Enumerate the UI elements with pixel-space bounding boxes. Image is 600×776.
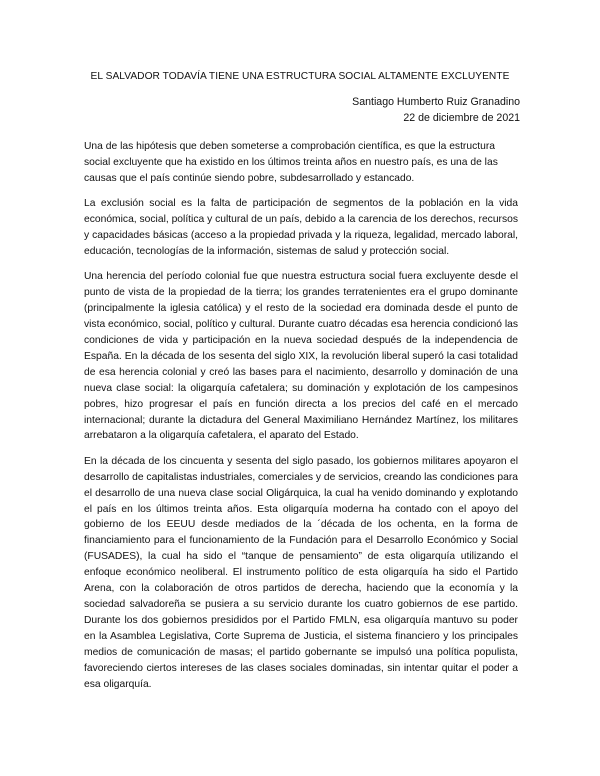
paragraph-4: En la década de los cincuenta y sesenta del siglo pasado, los gobiernos militares apoyaron el desarrollo de capitalistas industriales, comerciales y de servicios, creando las condiciones para el desarrollo de una nueva clase social Oligárquica, la cual ha venido dominando y explotando el país en los últimos treinta años. Esta oligarquía moderna ha contado con el apoyo del gobierno de los EEUU desde mediados de la ´década de los ochenta, en la forma de financiamiento para el funcionamiento de la Fundación para el Desarrollo Económico y Social (FUSADES), la cual ha sido el “tanque de pensamiento” de esta oligarquía utilizando el enfoque económico neoliberal. El instrumento político de esta oligarquía ha sido el Partido Arena, con la colaboración de otros partidos de derecha, haciendo que la economía y la sociedad salvadoreña se pusiera a su servicio durante los cuatro gobiernos de ese partido. Durante los dos gobiernos presididos por el Partido FMLN, esa oligarquía mantuvo su poder en la Asamblea Legislativa, Corte Suprema de Justicia, el sistema financiero y los principales medios de comunicación de masas; el partido gobernante se impulsó una política populista, favoreciendo ciertos intereses de las clases sociales dominadas, sin intentar quitar el poder a esa oligarquía. — [84, 455, 518, 690]
author-block — [352, 94, 520, 126]
author-name: Santiago Humberto Ruiz Granadino — [352, 96, 520, 108]
document-body — [84, 139, 518, 702]
document-date: 22 de diciembre de 2021 — [403, 112, 520, 124]
paragraph-2: La exclusión social es la falta de participación de segmentos de la población en la vida económica, social, política y cultural de un país, debido a la carencia de los derechos, recursos y capacidades básicas (acceso a la propiedad privada y la riqueza, legalidad, mercado laboral, educación, tecnologías de la información, sistemas de salud y protección social. — [84, 198, 518, 257]
paragraph-1: Una de las hipótesis que deben someterse a comprobación científica, es que la estructura social excluyente que ha existido en los últimos treinta años en nuestro país, es una de las causas que el país continúe siendo pobre, subdesarrollado y estancado. — [84, 141, 498, 184]
paragraph-3: Una herencia del período colonial fue que nuestra estructura social fuera excluyente desde el punto de vista de la propiedad de la tierra; los grandes terratenientes era el grupo dominante (principalmente la iglesia católica) y el resto de la sociedad era dominada desde el punto de vista económico, social, político y cultural. Durante cuatro décadas esa herencia condicionó las condiciones de vida y participación en la nueva sociedad después de la independencia de España. En la década de los sesenta del siglo XIX, la revolución liberal superó la casi totalidad de esa herencia colonial y creó las bases para el nacimiento, desarrollo y dominación de una nueva clase social: la oligarquía cafetalera; su dominación y explotación de los campesinos pobres, hizo progresar el país en función directa a los precios del café en el mercado internacional; durante la dictadura del General Maximiliano Hernández Martínez, los militares arrebataron a la oligarquía cafetalera, el aparato del Estado. — [84, 271, 518, 442]
document-title: EL SALVADOR TODAVÍA TIENE UNA ESTRUCTURA SOCIAL ALTAMENTE EXCLUYENTE — [90, 71, 510, 82]
